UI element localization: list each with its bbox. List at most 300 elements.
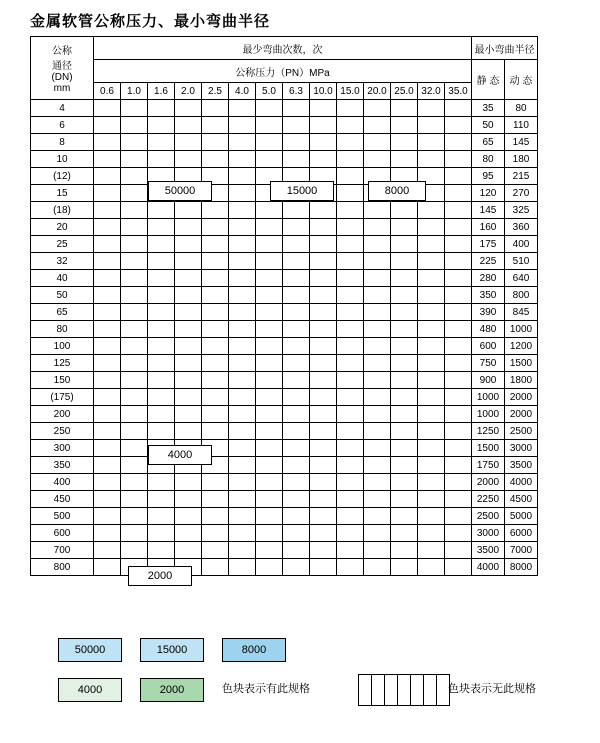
pressure-cell (256, 253, 283, 270)
pn-header-11: 25.0 (391, 83, 418, 100)
static-radius-cell: 4000 (472, 559, 505, 576)
pressure-cell (364, 253, 391, 270)
pressure-cell (121, 406, 148, 423)
pressure-cell (337, 219, 364, 236)
pressure-cell (310, 440, 337, 457)
pressure-cell (418, 134, 445, 151)
table-row (31, 525, 538, 542)
pressure-cell (175, 100, 202, 117)
pressure-cell (418, 338, 445, 355)
pressure-cell (175, 202, 202, 219)
pressure-cell (94, 389, 121, 406)
pressure-cell (94, 423, 121, 440)
static-header: 静 态 (472, 60, 505, 100)
pressure-cell (445, 491, 472, 508)
pressure-cell (418, 151, 445, 168)
pressure-cell (364, 355, 391, 372)
pressure-cell (121, 474, 148, 491)
pressure-cell (337, 168, 364, 185)
pressure-cell (445, 202, 472, 219)
dn-cell: 4 (31, 100, 94, 117)
pressure-cell (94, 236, 121, 253)
pressure-cell (121, 236, 148, 253)
dynamic-radius-cell: 145 (505, 134, 538, 151)
pressure-cell (391, 372, 418, 389)
pressure-cell (337, 525, 364, 542)
pressure-cell (283, 134, 310, 151)
pressure-cell (310, 491, 337, 508)
pressure-cell (418, 457, 445, 474)
pressure-cell (175, 219, 202, 236)
legend-blank-cell (424, 675, 437, 706)
pressure-cell (364, 117, 391, 134)
dynamic-radius-cell: 800 (505, 287, 538, 304)
dynamic-radius-cell: 2000 (505, 406, 538, 423)
pressure-cell (310, 270, 337, 287)
pressure-cell (445, 474, 472, 491)
pressure-cell (418, 321, 445, 338)
pressure-cell (418, 559, 445, 576)
pressure-cell (148, 372, 175, 389)
pressure-cell (337, 100, 364, 117)
pressure-cell (445, 185, 472, 202)
pressure-cell (445, 100, 472, 117)
pressure-cell (175, 406, 202, 423)
dn-cell: 32 (31, 253, 94, 270)
pressure-cell (337, 508, 364, 525)
dynamic-radius-cell: 80 (505, 100, 538, 117)
pressure-cell (121, 491, 148, 508)
pn-header-12: 32.0 (418, 83, 445, 100)
pressure-cell (418, 542, 445, 559)
static-radius-cell: 1500 (472, 440, 505, 457)
pressure-cell (121, 304, 148, 321)
legend-box-2000: 2000 (140, 678, 204, 702)
pressure-cell (337, 321, 364, 338)
pressure-cell (175, 491, 202, 508)
pressure-cell (391, 100, 418, 117)
pressure-cell (229, 525, 256, 542)
pressure-cell (283, 253, 310, 270)
pressure-cell (256, 542, 283, 559)
pressure-cell (202, 134, 229, 151)
pressure-cell (94, 168, 121, 185)
static-radius-cell: 1000 (472, 406, 505, 423)
pressure-cell (337, 355, 364, 372)
pressure-cell (148, 219, 175, 236)
pressure-cell (202, 423, 229, 440)
pressure-cell (418, 389, 445, 406)
pressure-cell (229, 100, 256, 117)
dn-cell: 500 (31, 508, 94, 525)
pressure-cell (148, 355, 175, 372)
pressure-cell (418, 423, 445, 440)
pressure-cell (94, 474, 121, 491)
dn-cell: (12) (31, 168, 94, 185)
pressure-cell (391, 151, 418, 168)
pressure-cell (310, 321, 337, 338)
pressure-cell (175, 151, 202, 168)
pressure-cell (94, 559, 121, 576)
pressure-cell (337, 134, 364, 151)
pressure-cell (391, 542, 418, 559)
pressure-cell (283, 270, 310, 287)
pressure-cell (202, 389, 229, 406)
pressure-cell (310, 542, 337, 559)
pressure-cell (94, 219, 121, 236)
pressure-cell (121, 219, 148, 236)
dn-cell: 200 (31, 406, 94, 423)
pressure-cell (175, 355, 202, 372)
table-row (31, 423, 538, 440)
pressure-cell (175, 542, 202, 559)
static-radius-cell: 80 (472, 151, 505, 168)
pressure-cell (283, 219, 310, 236)
dn-cell: 20 (31, 219, 94, 236)
pressure-cell (364, 559, 391, 576)
pressure-cell (229, 270, 256, 287)
pressure-cell (283, 508, 310, 525)
overlay-label-4000: 4000 (148, 445, 212, 465)
pressure-cell (310, 474, 337, 491)
dn-cell: 50 (31, 287, 94, 304)
pn-header-13: 35.0 (445, 83, 472, 100)
static-radius-cell: 2250 (472, 491, 505, 508)
pressure-cell (418, 406, 445, 423)
dn-cell: 600 (31, 525, 94, 542)
pressure-cell (283, 440, 310, 457)
legend-blank-cell (411, 675, 424, 706)
pn-header-3: 2.0 (175, 83, 202, 100)
static-radius-cell: 390 (472, 304, 505, 321)
table-row (31, 151, 538, 168)
pressure-cell (391, 355, 418, 372)
pressure-cell (202, 474, 229, 491)
pressure-cell (229, 457, 256, 474)
pressure-cell (175, 270, 202, 287)
overlay-label-8000: 8000 (368, 181, 426, 201)
pressure-cell (445, 287, 472, 304)
pressure-cell (256, 491, 283, 508)
pressure-cell (202, 151, 229, 168)
pressure-cell (445, 457, 472, 474)
pressure-cell (283, 202, 310, 219)
pressure-cell (229, 508, 256, 525)
pressure-cell (391, 117, 418, 134)
dn-cell: 40 (31, 270, 94, 287)
dn-cell: 350 (31, 457, 94, 474)
legend-blank-swatch (358, 674, 450, 706)
pressure-cell (391, 389, 418, 406)
pressure-cell (418, 270, 445, 287)
pressure-cell (418, 355, 445, 372)
pressure-cell (229, 117, 256, 134)
pressure-cell (229, 338, 256, 355)
pressure-cell (364, 423, 391, 440)
pressure-cell (121, 457, 148, 474)
pressure-cell (229, 151, 256, 168)
pressure-cell (391, 525, 418, 542)
table-row (31, 304, 538, 321)
pressure-cell (337, 202, 364, 219)
pressure-cell (148, 338, 175, 355)
pressure-cell (418, 440, 445, 457)
dynamic-radius-cell: 4000 (505, 474, 538, 491)
table-body (31, 100, 538, 576)
pressure-cell (175, 474, 202, 491)
pressure-cell (445, 355, 472, 372)
pressure-cell (121, 202, 148, 219)
pressure-cell (94, 202, 121, 219)
dynamic-radius-cell: 3000 (505, 440, 538, 457)
pressure-cell (148, 134, 175, 151)
pressure-cell (229, 321, 256, 338)
pressure-cell (148, 236, 175, 253)
pressure-cell (229, 253, 256, 270)
pressure-cell (121, 168, 148, 185)
pressure-cell (202, 304, 229, 321)
pressure-cell (229, 304, 256, 321)
pressure-cell (283, 372, 310, 389)
static-radius-cell: 2000 (472, 474, 505, 491)
dynamic-radius-cell: 1500 (505, 355, 538, 372)
pressure-cell (418, 525, 445, 542)
pressure-cell (445, 525, 472, 542)
pressure-cell (256, 117, 283, 134)
pressure-cell (94, 321, 121, 338)
pressure-cell (121, 508, 148, 525)
pressure-cell (364, 508, 391, 525)
dn-header-line4: mm (53, 83, 71, 94)
pressure-cell (364, 406, 391, 423)
pressure-cell (256, 134, 283, 151)
pressure-cell (337, 440, 364, 457)
table-row (31, 134, 538, 151)
dn-cell: 80 (31, 321, 94, 338)
pressure-cell (391, 508, 418, 525)
dn-cell: (18) (31, 202, 94, 219)
pressure-cell (121, 287, 148, 304)
static-radius-cell: 225 (472, 253, 505, 270)
pressure-cell (175, 423, 202, 440)
pressure-cell (256, 304, 283, 321)
pn-header-9: 15.0 (337, 83, 364, 100)
dn-cell: 6 (31, 117, 94, 134)
pressure-cell (364, 134, 391, 151)
pressure-cell (391, 321, 418, 338)
static-radius-cell: 1000 (472, 389, 505, 406)
pressure-cell (229, 134, 256, 151)
dn-cell: 400 (31, 474, 94, 491)
pressure-cell (445, 338, 472, 355)
dynamic-radius-cell: 1000 (505, 321, 538, 338)
pressure-cell (445, 372, 472, 389)
pressure-cell (121, 134, 148, 151)
header-row-2 (31, 60, 538, 83)
pressure-cell (337, 338, 364, 355)
pressure-cell (229, 423, 256, 440)
dn-cell: (175) (31, 389, 94, 406)
static-radius-cell: 175 (472, 236, 505, 253)
dynamic-radius-cell: 270 (505, 185, 538, 202)
pressure-cell (121, 542, 148, 559)
pressure-cell (445, 270, 472, 287)
table-row (31, 287, 538, 304)
pressure-cell (445, 321, 472, 338)
pressure-cell (256, 372, 283, 389)
pressure-cell (148, 389, 175, 406)
pressure-cell (229, 440, 256, 457)
pressure-cell (337, 253, 364, 270)
pressure-cell (364, 270, 391, 287)
header-row-1 (31, 37, 538, 60)
pressure-cell (94, 406, 121, 423)
pressure-cell (391, 457, 418, 474)
pressure-cell (283, 117, 310, 134)
table-row (31, 457, 538, 474)
pressure-cell (121, 440, 148, 457)
legend-box-50000: 50000 (58, 638, 122, 662)
pressure-cell (121, 100, 148, 117)
pressure-cell (364, 389, 391, 406)
dn-cell: 125 (31, 355, 94, 372)
pressure-cell (337, 457, 364, 474)
pressure-cell (310, 389, 337, 406)
pressure-cell (364, 151, 391, 168)
pressure-cell (364, 219, 391, 236)
pressure-cell (391, 440, 418, 457)
pressure-cell (418, 236, 445, 253)
pressure-cell (121, 389, 148, 406)
pressure-cell (202, 559, 229, 576)
pressure-cell (391, 270, 418, 287)
pressure-cell (364, 474, 391, 491)
pressure-cell (310, 151, 337, 168)
pressure-cell (418, 508, 445, 525)
pressure-cell (229, 474, 256, 491)
pressure-cell (148, 304, 175, 321)
pressure-cell (202, 287, 229, 304)
pressure-cell (364, 525, 391, 542)
pressure-cell (445, 440, 472, 457)
pressure-cell (445, 508, 472, 525)
pressure-cell (337, 185, 364, 202)
pressure-cell (283, 423, 310, 440)
pn-header-2: 1.6 (148, 83, 175, 100)
pn-header-5: 4.0 (229, 83, 256, 100)
static-radius-cell: 480 (472, 321, 505, 338)
dynamic-header: 动 态 (505, 60, 538, 100)
pressure-cell (283, 304, 310, 321)
pressure-cell (202, 542, 229, 559)
pressure-cell (337, 236, 364, 253)
dynamic-radius-cell: 2000 (505, 389, 538, 406)
dynamic-radius-cell: 2500 (505, 423, 538, 440)
static-radius-cell: 145 (472, 202, 505, 219)
pressure-cell (121, 355, 148, 372)
pressure-cell (256, 321, 283, 338)
pressure-cell (445, 389, 472, 406)
pressure-cell (175, 253, 202, 270)
pressure-cell (364, 236, 391, 253)
pressure-cell (202, 321, 229, 338)
pressure-cell (391, 423, 418, 440)
pressure-cell (364, 372, 391, 389)
pressure-cell (175, 321, 202, 338)
pressure-cell (391, 202, 418, 219)
pressure-cell (364, 542, 391, 559)
dn-cell: 250 (31, 423, 94, 440)
pressure-cell (256, 406, 283, 423)
pressure-cell (94, 134, 121, 151)
pressure-cell (445, 423, 472, 440)
pressure-cell (256, 440, 283, 457)
pressure-cell (94, 440, 121, 457)
dynamic-radius-cell: 6000 (505, 525, 538, 542)
pressure-cell (364, 202, 391, 219)
pressure-cell (337, 117, 364, 134)
pressure-cell (229, 372, 256, 389)
pressure-cell (256, 219, 283, 236)
pressure-cell (148, 525, 175, 542)
pressure-cell (175, 134, 202, 151)
pressure-cell (445, 151, 472, 168)
pressure-cell (418, 100, 445, 117)
static-radius-cell: 120 (472, 185, 505, 202)
pressure-cell (337, 423, 364, 440)
pressure-cell (202, 270, 229, 287)
pressure-cell (337, 542, 364, 559)
legend-note-blank: 色块表示无此规格 (448, 683, 536, 695)
pressure-cell (310, 100, 337, 117)
pressure-cell (364, 100, 391, 117)
pressure-cell (202, 525, 229, 542)
pressure-cell (121, 525, 148, 542)
table-row (31, 270, 538, 287)
pressure-cell (310, 525, 337, 542)
pressure-cell (202, 219, 229, 236)
legend-box-4000: 4000 (58, 678, 122, 702)
pressure-cell (283, 338, 310, 355)
static-radius-cell: 95 (472, 168, 505, 185)
pressure-cell (148, 508, 175, 525)
pressure-cell (283, 236, 310, 253)
pressure-cell (121, 372, 148, 389)
pressure-cell (391, 236, 418, 253)
pressure-cell (94, 117, 121, 134)
overlay-label-2000: 2000 (128, 566, 192, 586)
pressure-cell (418, 219, 445, 236)
pressure-cell (148, 423, 175, 440)
table-row (31, 100, 538, 117)
dn-cell: 450 (31, 491, 94, 508)
legend-blank-cell (372, 675, 385, 706)
dn-cell: 10 (31, 151, 94, 168)
pressure-cell (229, 491, 256, 508)
pressure-cell (256, 338, 283, 355)
pressure-cell (391, 304, 418, 321)
pressure-cell (202, 508, 229, 525)
pressure-cell (175, 304, 202, 321)
pressure-cell (256, 355, 283, 372)
pressure-cell (445, 304, 472, 321)
pressure-cell (94, 355, 121, 372)
pressure-cell (310, 457, 337, 474)
table-row (31, 202, 538, 219)
pressure-cell (229, 219, 256, 236)
pressure-cell (94, 304, 121, 321)
pressure-cell (283, 559, 310, 576)
